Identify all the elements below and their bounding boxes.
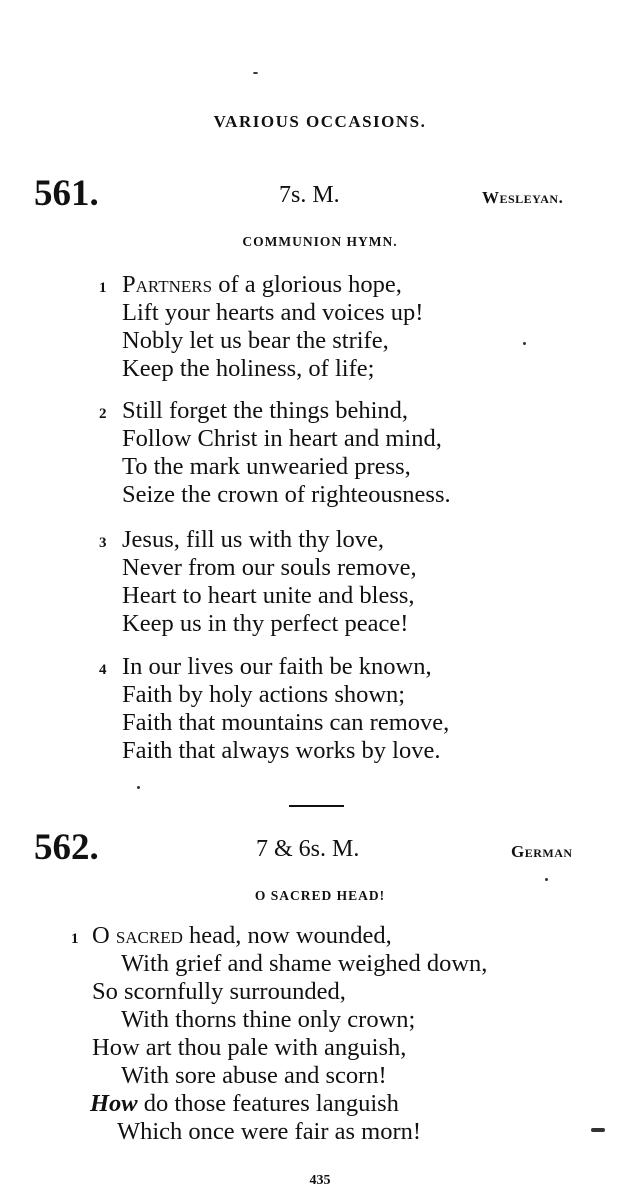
verse-line: How art thou pale with anguish,	[92, 1034, 407, 1061]
scan-speck	[253, 72, 258, 74]
hymn-561-header	[0, 172, 640, 222]
verse-line: Nobly let us bear the strife,	[122, 327, 389, 354]
scan-speck	[137, 786, 140, 789]
verse-line: Jesus, fill us with thy love,	[122, 526, 385, 553]
verse-line: In our lives our faith be known,	[122, 653, 432, 680]
hymn-composer: German	[511, 842, 573, 861]
verse-line: Which once were fair as morn!	[117, 1118, 422, 1145]
scan-speck	[591, 1128, 605, 1132]
page-number: 435	[309, 1173, 331, 1188]
hymn-subtitle: O SACRED HEAD!	[254, 888, 386, 903]
verse-line: Partners of a glorious hope,	[122, 271, 402, 298]
verse-line: Faith that always works by love.	[122, 737, 441, 764]
verse-line: Heart to heart unite and bless,	[122, 582, 415, 609]
hymn-number: 561.	[34, 173, 99, 214]
verse-line: O sacred head, now wounded,	[92, 922, 392, 949]
verse-line: With grief and shame weighed down,	[121, 950, 488, 977]
running-head: VARIOUS OCCASIONS.	[213, 112, 427, 131]
verse-line: Never from our souls remove,	[122, 554, 417, 581]
verse-line: With thorns thine only crown;	[121, 1006, 416, 1033]
verse-line: Lift your hearts and voices up!	[122, 299, 424, 326]
verse-line: Keep the holiness, of life;	[122, 355, 375, 382]
verse-line: Keep us in thy perfect peace!	[122, 610, 409, 637]
verse-number: 1	[71, 931, 79, 947]
hymn-subtitle: COMMUNION HYMN.	[242, 234, 398, 249]
verse-line: Seize the crown of righteousness.	[122, 481, 451, 508]
verse-line: So scornfully surrounded,	[92, 978, 346, 1005]
verse-line: With sore abuse and scorn!	[121, 1062, 387, 1089]
hymn-separator-rule	[289, 805, 344, 807]
verse-number: 3	[99, 535, 107, 551]
hymn-number: 562.	[34, 827, 99, 868]
hymn-meter: 7 & 6s. M.	[256, 836, 360, 862]
verse-line: Faith that mountains can remove,	[122, 709, 450, 736]
scan-speck	[545, 878, 548, 881]
verse-number: 4	[99, 662, 107, 678]
verse-line: Still forget the things behind,	[122, 397, 409, 424]
verse-line: How do those features languish	[90, 1090, 399, 1117]
verse-line: To the mark unwearied press,	[122, 453, 411, 480]
verse-line: Faith by holy actions shown;	[122, 681, 406, 708]
verse-number: 2	[99, 406, 107, 422]
verse-number: 1	[99, 280, 107, 296]
scan-speck	[523, 342, 526, 345]
hymn-meter: 7s. M.	[279, 182, 340, 208]
hymn-composer: Wesleyan.	[482, 188, 564, 207]
hymn-562-header	[0, 826, 640, 876]
verse-line: Follow Christ in heart and mind,	[122, 425, 442, 452]
